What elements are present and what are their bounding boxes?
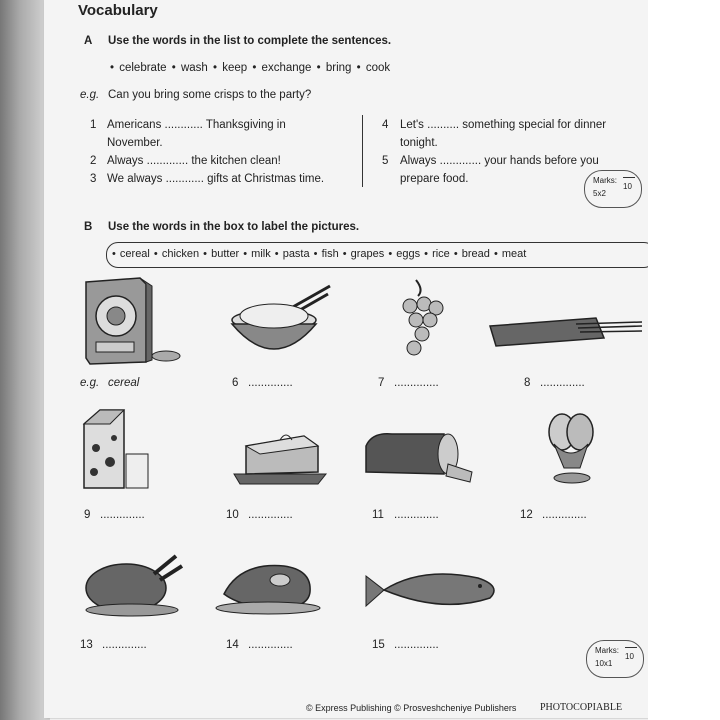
grapes-icon: [394, 276, 450, 366]
label-15-blank: ..............: [394, 639, 439, 651]
item-2-text: Always ............. the kitchen clean!: [107, 155, 281, 167]
label-12-blank: ..............: [542, 509, 587, 521]
label-7-blank: ..............: [394, 377, 439, 389]
rice-bowl-icon: [224, 284, 334, 360]
marks-badge-a: [584, 170, 642, 208]
label-6-blank: ..............: [248, 377, 293, 389]
page-title: Vocabulary: [78, 2, 158, 19]
item-1-number: 1: [90, 119, 97, 131]
label-9-blank: ..............: [100, 509, 145, 521]
example-prefix: e.g.: [80, 89, 100, 101]
label-9-number: 9: [84, 509, 91, 521]
chicken-icon: [76, 548, 186, 620]
section-a-instruction: Use the words in the list to complete the sentences.: [108, 35, 392, 47]
label-10-number: 10: [226, 509, 239, 521]
butter-icon: [230, 424, 330, 486]
page-shadow: [0, 0, 50, 720]
word-box-text: • cereal • chicken • butter • milk • pasta • fish • grapes • eggs • rice • bread • meat: [112, 248, 527, 260]
label-12-number: 12: [520, 509, 533, 521]
example-label-prefix: e.g.: [80, 377, 100, 389]
item-2-number: 2: [90, 155, 97, 167]
label-10-blank: ..............: [248, 509, 293, 521]
section-b-letter: B: [84, 221, 93, 233]
fish-icon: [362, 568, 504, 612]
worksheet-page: [44, 0, 664, 718]
label-14-blank: ..............: [248, 639, 293, 651]
item-4-text-cont: tonight.: [400, 137, 438, 149]
label-11-number: 11: [372, 509, 384, 521]
example-label-word: cereal: [108, 377, 140, 389]
item-1-text: Americans ............ Thanksgiving in: [107, 119, 286, 131]
word-list: • celebrate • wash • keep • exchange • bring • cook: [110, 62, 391, 74]
label-14-number: 14: [226, 639, 239, 651]
item-3-text: We always ............ gifts at Christmas time.: [107, 173, 325, 185]
meat-icon: [210, 558, 328, 618]
marks-formula: 10x1: [595, 659, 613, 668]
item-1-text-cont: November.: [107, 137, 163, 149]
marks-total: 10: [625, 652, 634, 661]
label-8-blank: ..............: [540, 377, 585, 389]
section-b-instruction: Use the words in the box to label the pictures.: [108, 221, 360, 233]
label-13-blank: ..............: [102, 639, 147, 651]
marks-divider: [625, 647, 637, 648]
label-8-number: 8: [524, 377, 531, 389]
label-15-number: 15: [372, 639, 385, 651]
item-5-number: 5: [382, 155, 389, 167]
column-divider: [362, 115, 363, 187]
footer-copyright: © Express Publishing © Prosveshcheniye Publishers: [306, 703, 517, 713]
marks-label: Marks:: [595, 646, 619, 655]
marks-badge-b: [586, 640, 644, 678]
eggs-icon: [540, 408, 604, 488]
item-5-text: Always ............. your hands before you: [400, 155, 599, 167]
section-a-letter: A: [84, 35, 93, 47]
label-11-blank: ..............: [394, 509, 439, 521]
page-margin: [648, 0, 720, 720]
item-5-text-cont: prepare food.: [400, 173, 469, 185]
marks-label: Marks:: [593, 176, 617, 185]
label-7-number: 7: [378, 377, 385, 389]
label-13-number: 13: [80, 639, 93, 651]
footer-note: PHOTOCOPIABLE: [540, 702, 623, 713]
item-4-number: 4: [382, 119, 389, 131]
item-4-text: Let's .......... something special for dinner: [400, 119, 607, 131]
item-3-number: 3: [90, 173, 97, 185]
pasta-icon: [486, 314, 646, 350]
marks-divider: [623, 177, 635, 178]
example-sentence: Can you bring some crisps to the party?: [108, 89, 312, 101]
milk-carton-icon: [80, 408, 156, 492]
label-6-number: 6: [232, 377, 239, 389]
bread-icon: [362, 428, 474, 484]
marks-total: 10: [623, 182, 632, 191]
cereal-box-icon: [80, 276, 184, 368]
marks-formula: 5x2: [593, 189, 606, 198]
